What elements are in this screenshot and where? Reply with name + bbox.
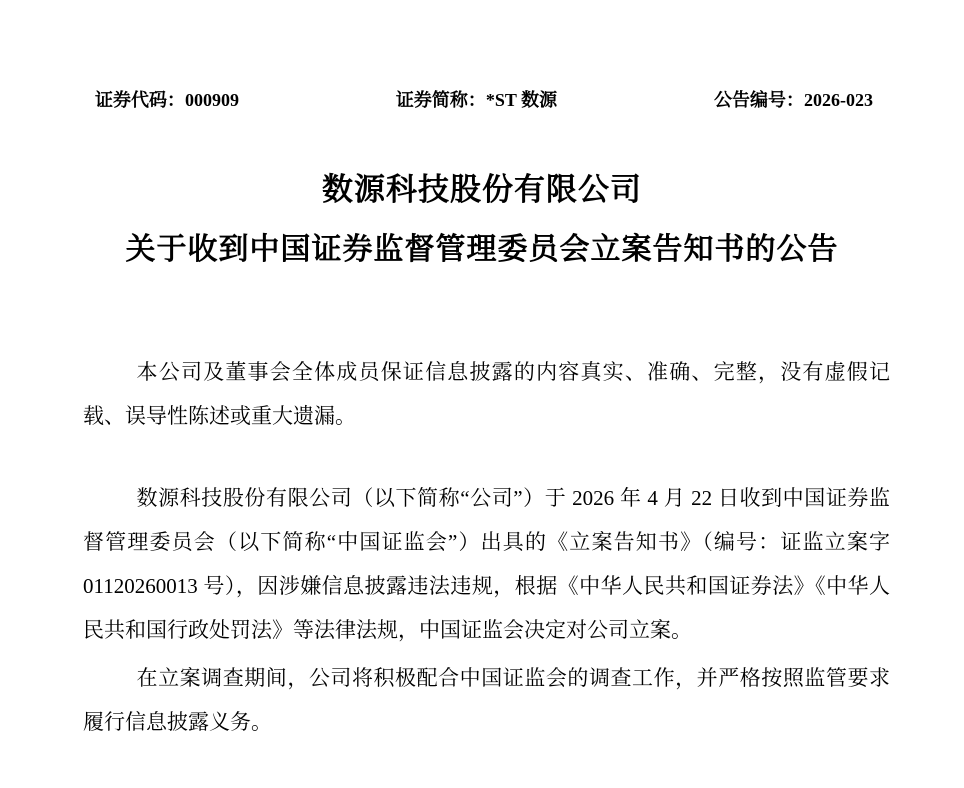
document-header — [0, 0, 964, 112]
cooperation-paragraph: 在立案调查期间，公司将积极配合中国证监会的调查工作，并严格按照监管要求履行信息披露义务。 — [83, 666, 890, 734]
stock-short-name: 证券简称：*ST 数源 — [395, 90, 558, 110]
stock-code: 证券代码：000909 — [95, 90, 239, 110]
announcement-number: 公告编号：2026-023 — [713, 90, 873, 110]
company-name-title: 数源科技股份有限公司 — [322, 172, 642, 207]
document-body — [0, 350, 964, 744]
case-filing-paragraph: 数源科技股份有限公司（以下简称“公司”）于 2026 年 4 月 22 日收到中国证券监督管理委员会（以下简称“中国证监会”）出具的《立案告知书》（编号：证监立案字 01120260013 号），因涉嫌信息披露违法违规，根据《中华人民共和国证券法》《中华人民共和国行政处罚法》等法律法规，中国证监会决定对公司立案。 — [83, 486, 890, 642]
disclaimer-paragraph: 本公司及董事会全体成员保证信息披露的内容真实、准确、完整，没有虚假记载、误导性陈述或重大遗漏。 — [83, 360, 890, 428]
announcement-title: 关于收到中国证券监督管理委员会立案告知书的公告 — [125, 233, 839, 266]
